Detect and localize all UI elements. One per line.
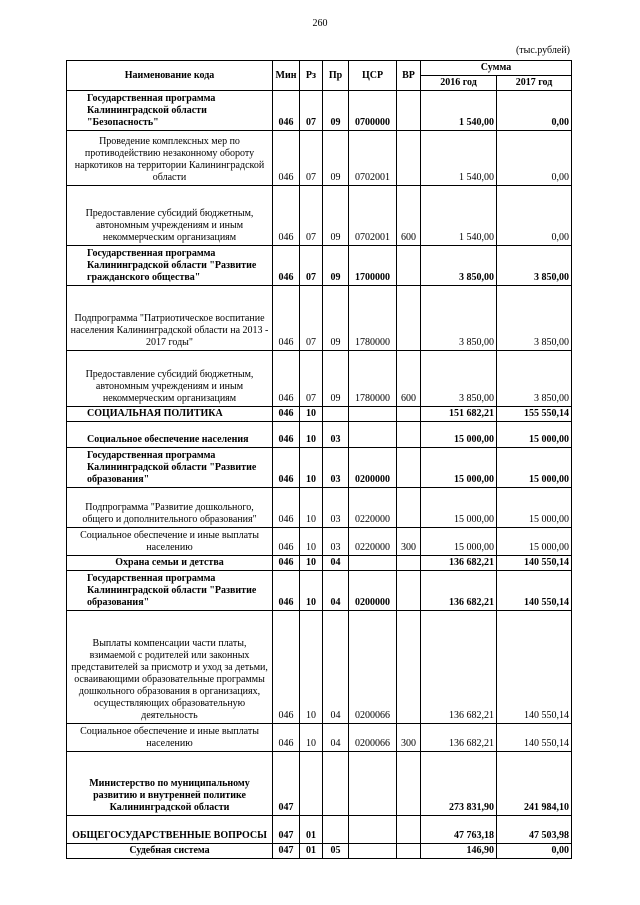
- cell-name: Подпрограмма "Развитие дошкольного, общего и дополнительного образования": [67, 488, 273, 528]
- cell-csr: 0702001: [349, 131, 397, 186]
- cell-rz: 07: [300, 286, 323, 351]
- cell-min: 047: [273, 816, 300, 844]
- table-row: [67, 407, 572, 422]
- cell-csr: 1780000: [349, 286, 397, 351]
- cell-vr: 300: [397, 724, 421, 752]
- cell-min: 046: [273, 351, 300, 407]
- cell-y2016: 136 682,21: [421, 571, 497, 611]
- cell-y2016: 273 831,90: [421, 752, 497, 816]
- cell-name: Государственная программа Калининградской области "Безопасность": [67, 91, 273, 131]
- cell-y2016: 3 850,00: [421, 286, 497, 351]
- budget-table: [66, 60, 572, 859]
- cell-y2017: 3 850,00: [497, 286, 572, 351]
- cell-min: 046: [273, 131, 300, 186]
- cell-pr: 09: [323, 186, 349, 246]
- cell-name: Министерство по муниципальному развитию и внутренней политике Калининградской области: [67, 752, 273, 816]
- table-row: [67, 351, 572, 407]
- cell-y2016: 136 682,21: [421, 556, 497, 571]
- cell-name: Социальное обеспечение и иные выплаты населению: [67, 528, 273, 556]
- cell-vr: [397, 407, 421, 422]
- cell-pr: [323, 752, 349, 816]
- cell-csr: 0200066: [349, 724, 397, 752]
- cell-pr: 04: [323, 724, 349, 752]
- cell-min: 046: [273, 488, 300, 528]
- table-row: [67, 571, 572, 611]
- cell-y2017: 15 000,00: [497, 448, 572, 488]
- cell-y2016: 136 682,21: [421, 724, 497, 752]
- cell-y2017: 15 000,00: [497, 488, 572, 528]
- cell-csr: [349, 816, 397, 844]
- cell-pr: [323, 407, 349, 422]
- cell-min: 047: [273, 844, 300, 859]
- cell-name: Судебная система: [67, 844, 273, 859]
- table-row: [67, 286, 572, 351]
- cell-y2017: 3 850,00: [497, 351, 572, 407]
- page-number: 260: [312, 18, 328, 29]
- cell-pr: 09: [323, 351, 349, 407]
- cell-name: Социальное обеспечение и иные выплаты населению: [67, 724, 273, 752]
- cell-min: 046: [273, 448, 300, 488]
- cell-vr: [397, 131, 421, 186]
- table-row: [67, 246, 572, 286]
- cell-min: 046: [273, 286, 300, 351]
- cell-y2017: 241 984,10: [497, 752, 572, 816]
- table-row: [67, 448, 572, 488]
- cell-pr: 04: [323, 571, 349, 611]
- cell-rz: 10: [300, 407, 323, 422]
- cell-vr: [397, 422, 421, 448]
- cell-csr: [349, 556, 397, 571]
- cell-y2017: 140 550,14: [497, 571, 572, 611]
- cell-vr: 300: [397, 528, 421, 556]
- header-sum: Сумма: [421, 61, 572, 76]
- table-row: [67, 724, 572, 752]
- cell-csr: [349, 752, 397, 816]
- header-vr: ВР: [397, 61, 421, 91]
- cell-name: Выплаты компенсации части платы, взимаемой с родителей или законных представителей за присмотр и уход за детьми, осваивающими образовательные программы дошкольного образования в организациях, осуществляющих образовательную деятельность: [67, 611, 273, 724]
- cell-vr: 600: [397, 186, 421, 246]
- table-row: [67, 488, 572, 528]
- cell-pr: 05: [323, 844, 349, 859]
- cell-y2016: 1 540,00: [421, 186, 497, 246]
- cell-min: 046: [273, 724, 300, 752]
- cell-csr: [349, 407, 397, 422]
- cell-rz: 10: [300, 724, 323, 752]
- cell-csr: 0702001: [349, 186, 397, 246]
- cell-csr: 1700000: [349, 246, 397, 286]
- cell-csr: [349, 422, 397, 448]
- cell-min: 047: [273, 752, 300, 816]
- cell-y2016: 3 850,00: [421, 246, 497, 286]
- cell-y2017: 0,00: [497, 186, 572, 246]
- cell-rz: 07: [300, 91, 323, 131]
- cell-name: Охрана семьи и детства: [67, 556, 273, 571]
- table-row: [67, 422, 572, 448]
- cell-name: Подпрограмма "Патриотическое воспитание населения Калининградской области на 2013 - 2017 годы": [67, 286, 273, 351]
- cell-pr: 09: [323, 91, 349, 131]
- cell-min: 046: [273, 186, 300, 246]
- cell-csr: 0200000: [349, 571, 397, 611]
- cell-name: Предоставление субсидий бюджетным, автономным учреждениям и иным некоммерческим организациям: [67, 351, 273, 407]
- cell-y2017: 0,00: [497, 131, 572, 186]
- cell-pr: 03: [323, 488, 349, 528]
- table-row: [67, 186, 572, 246]
- table-row: [67, 556, 572, 571]
- cell-vr: [397, 752, 421, 816]
- cell-y2016: 47 763,18: [421, 816, 497, 844]
- table-row: [67, 91, 572, 131]
- cell-y2016: 1 540,00: [421, 91, 497, 131]
- table-row: [67, 131, 572, 186]
- cell-min: 046: [273, 422, 300, 448]
- cell-vr: [397, 488, 421, 528]
- cell-y2017: 0,00: [497, 844, 572, 859]
- cell-min: 046: [273, 246, 300, 286]
- cell-rz: 07: [300, 351, 323, 407]
- cell-rz: 07: [300, 186, 323, 246]
- cell-y2016: 15 000,00: [421, 528, 497, 556]
- cell-name: СОЦИАЛЬНАЯ ПОЛИТИКА: [67, 407, 273, 422]
- table-body: [67, 91, 572, 859]
- cell-pr: 04: [323, 556, 349, 571]
- cell-y2017: 140 550,14: [497, 556, 572, 571]
- header-2017: 2017 год: [497, 76, 572, 91]
- cell-csr: 0200066: [349, 611, 397, 724]
- cell-rz: 07: [300, 131, 323, 186]
- cell-rz: 10: [300, 571, 323, 611]
- cell-y2017: 140 550,14: [497, 724, 572, 752]
- cell-csr: [349, 844, 397, 859]
- cell-y2016: 15 000,00: [421, 448, 497, 488]
- cell-name: Социальное обеспечение населения: [67, 422, 273, 448]
- cell-vr: [397, 816, 421, 844]
- cell-csr: 0220000: [349, 528, 397, 556]
- cell-pr: 03: [323, 448, 349, 488]
- cell-name: Государственная программа Калининградской области "Развитие гражданского общества": [67, 246, 273, 286]
- cell-name: Предоставление субсидий бюджетным, автономным учреждениям и иным некоммерческим организациям: [67, 186, 273, 246]
- cell-vr: [397, 844, 421, 859]
- cell-y2016: 146,90: [421, 844, 497, 859]
- cell-min: 046: [273, 407, 300, 422]
- header-rz: Рз: [300, 61, 323, 91]
- cell-rz: 10: [300, 556, 323, 571]
- cell-y2017: 15 000,00: [497, 528, 572, 556]
- table-row: [67, 844, 572, 859]
- cell-min: 046: [273, 571, 300, 611]
- cell-y2016: 1 540,00: [421, 131, 497, 186]
- cell-min: 046: [273, 91, 300, 131]
- table-row: [67, 611, 572, 724]
- cell-rz: 10: [300, 448, 323, 488]
- cell-min: 046: [273, 528, 300, 556]
- cell-csr: 0200000: [349, 448, 397, 488]
- cell-vr: [397, 556, 421, 571]
- cell-pr: 04: [323, 611, 349, 724]
- cell-pr: 03: [323, 422, 349, 448]
- table-row: [67, 752, 572, 816]
- cell-rz: 01: [300, 816, 323, 844]
- cell-min: 046: [273, 611, 300, 724]
- header-pr: Пр: [323, 61, 349, 91]
- cell-rz: 10: [300, 528, 323, 556]
- header-name: Наименование кода: [67, 61, 273, 91]
- cell-pr: [323, 816, 349, 844]
- cell-y2017: 155 550,14: [497, 407, 572, 422]
- cell-pr: 09: [323, 286, 349, 351]
- cell-name: ОБЩЕГОСУДАРСТВЕННЫЕ ВОПРОСЫ: [67, 816, 273, 844]
- cell-y2016: 136 682,21: [421, 611, 497, 724]
- cell-y2017: 0,00: [497, 91, 572, 131]
- cell-vr: [397, 571, 421, 611]
- cell-y2017: 140 550,14: [497, 611, 572, 724]
- cell-name: Проведение комплексных мер по противодействию незаконному обороту наркотиков на территории Калининградской области: [67, 131, 273, 186]
- cell-rz: 01: [300, 844, 323, 859]
- cell-rz: 10: [300, 611, 323, 724]
- cell-y2017: 47 503,98: [497, 816, 572, 844]
- cell-min: 046: [273, 556, 300, 571]
- cell-name: Государственная программа Калининградской области "Развитие образования": [67, 448, 273, 488]
- cell-y2016: 151 682,21: [421, 407, 497, 422]
- cell-pr: 09: [323, 131, 349, 186]
- header-2016: 2016 год: [421, 76, 497, 91]
- header-csr: ЦСР: [349, 61, 397, 91]
- cell-rz: 10: [300, 488, 323, 528]
- cell-name: Государственная программа Калининградской области "Развитие образования": [67, 571, 273, 611]
- cell-y2016: 15 000,00: [421, 422, 497, 448]
- cell-csr: 0220000: [349, 488, 397, 528]
- cell-y2017: 15 000,00: [497, 422, 572, 448]
- cell-vr: [397, 448, 421, 488]
- cell-y2016: 15 000,00: [421, 488, 497, 528]
- table-row: [67, 816, 572, 844]
- cell-y2017: 3 850,00: [497, 246, 572, 286]
- cell-vr: [397, 91, 421, 131]
- cell-pr: 09: [323, 246, 349, 286]
- cell-pr: 03: [323, 528, 349, 556]
- cell-vr: [397, 286, 421, 351]
- cell-vr: [397, 611, 421, 724]
- cell-csr: 1780000: [349, 351, 397, 407]
- units-label: (тыс.рублей): [515, 45, 570, 56]
- cell-rz: 07: [300, 246, 323, 286]
- cell-csr: 0700000: [349, 91, 397, 131]
- cell-vr: [397, 246, 421, 286]
- table-row: [67, 528, 572, 556]
- header-min: Мин: [273, 61, 300, 91]
- cell-vr: 600: [397, 351, 421, 407]
- cell-y2016: 3 850,00: [421, 351, 497, 407]
- cell-rz: [300, 752, 323, 816]
- cell-rz: 10: [300, 422, 323, 448]
